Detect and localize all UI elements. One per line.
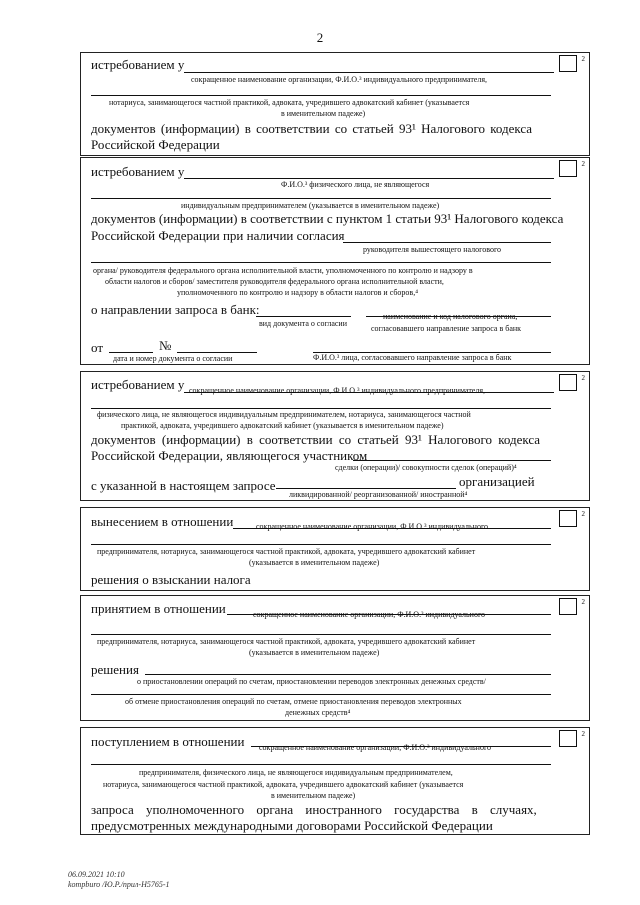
body-text: Российской Федерации bbox=[91, 137, 220, 152]
checkbox[interactable] bbox=[559, 160, 577, 177]
hint-text: (указывается в именительном падеже) bbox=[249, 648, 380, 657]
fill-line bbox=[256, 316, 351, 317]
section-1 bbox=[80, 52, 590, 156]
body-text: запроса уполномоченного органа иностранного государства в случаях, bbox=[91, 802, 537, 817]
hint-text: вид документа о согласии bbox=[259, 319, 347, 328]
hint-text: сокращенное наименование организации, Ф.И.О.³ индивидуального bbox=[253, 610, 486, 619]
body-text: документов (информации) в соответствии со статьей 93¹ Налогового кодекса bbox=[91, 432, 541, 447]
section-6 bbox=[80, 727, 590, 835]
checkbox-number: 2 bbox=[581, 374, 585, 382]
page-number: 2 bbox=[316, 30, 324, 45]
hint-text: руководителя вышестоящего налогового bbox=[363, 245, 502, 254]
hint-text: сокращенное наименование организации, Ф.И.О.³ индивидуального bbox=[256, 522, 489, 531]
hint-text: предпринимателя, нотариуса, занимающегося частной практикой, адвоката, учредившего адвокатский кабинет bbox=[97, 637, 476, 646]
label-text: истребованием у bbox=[91, 164, 185, 179]
body-text: документов (информации) в соответствии со статьей 93¹ Налогового кодекса bbox=[91, 121, 533, 136]
section-2 bbox=[80, 157, 590, 365]
hint-text: практикой, адвоката, учредившего адвокатский кабинет (указывается в именительном падеже) bbox=[121, 421, 444, 430]
fill-line bbox=[91, 634, 551, 635]
hint-text: сделки (операции)/ совокупности сделок (операций)⁴ bbox=[335, 463, 517, 472]
checkbox-number: 2 bbox=[581, 160, 585, 168]
hint-text: согласовавшего направление запроса в банк bbox=[371, 324, 522, 333]
label-text: истребованием у bbox=[91, 57, 185, 72]
hint-text: в именительном падеже) bbox=[271, 791, 356, 800]
body-text: решения bbox=[91, 662, 139, 677]
fill-line bbox=[91, 262, 551, 263]
fill-line bbox=[91, 764, 551, 765]
section-5 bbox=[80, 595, 590, 721]
label-text: принятием в отношении bbox=[91, 601, 226, 616]
hint-text: области налогов и сборов/ заместителя руководителя федерального органа исполнительной власти, bbox=[105, 277, 444, 286]
fill-line bbox=[91, 544, 551, 545]
hint-text: органа/ руководителя федерального органа исполнительной власти, уполномоченного по контролю и надзору в bbox=[93, 266, 473, 275]
section-3 bbox=[80, 371, 590, 501]
hint-text: физического лица, не являющегося индивидуальным предпринимателем, нотариуса, занимающегося частной bbox=[97, 410, 471, 419]
fill-line bbox=[177, 352, 257, 353]
label-text: истребованием у bbox=[91, 377, 185, 392]
hint-text: Ф.И.О.³ физического лица, не являющегося bbox=[281, 180, 430, 189]
fill-line bbox=[91, 694, 551, 695]
body-text: решения о взыскании налога bbox=[91, 572, 251, 587]
body-text: Российской Федерации при наличии согласия bbox=[91, 228, 345, 243]
checkbox[interactable] bbox=[559, 598, 577, 615]
fill-line bbox=[343, 242, 551, 243]
label-text: поступлением в отношении bbox=[91, 734, 245, 749]
body-text: Российской Федерации, являющегося участником bbox=[91, 448, 368, 463]
hint-text: уполномоченного по контролю и надзору в области налогов и сборов,⁴ bbox=[177, 288, 418, 297]
checkbox-number: 2 bbox=[581, 598, 585, 606]
label-text: вынесением в отношении bbox=[91, 514, 234, 529]
hint-text: сокращенное наименование организации, Ф.И.О.³ индивидуального предпринимателя, bbox=[191, 75, 488, 84]
checkbox[interactable] bbox=[559, 55, 577, 72]
fill-line bbox=[184, 178, 554, 179]
hint-text: в именительном падеже) bbox=[281, 109, 366, 118]
hint-text: ликвидированной/ реорганизованной/ иностранной⁴ bbox=[289, 490, 468, 499]
fill-line bbox=[91, 408, 551, 409]
hint-text: об отмене приостановления операций по счетам, отмене приостановления переводов электронных bbox=[125, 697, 462, 706]
body-text: о направлении запроса в банк: bbox=[91, 302, 260, 317]
hint-text: нотариуса, занимающегося частной практикой, адвоката, учредившего адвокатский кабинет (указывается bbox=[109, 98, 470, 107]
checkbox-number: 2 bbox=[581, 510, 585, 518]
hint-text: (указывается в именительном падеже) bbox=[249, 558, 380, 567]
section-4 bbox=[80, 507, 590, 591]
fill-line bbox=[109, 352, 153, 353]
hint-text: наименование и код налогового органа, bbox=[383, 312, 518, 321]
fill-line bbox=[145, 674, 551, 675]
body-text: № bbox=[159, 338, 172, 353]
body-text: от bbox=[91, 340, 104, 355]
body-text: организацией bbox=[459, 474, 535, 489]
hint-text: о приостановлении операций по счетам, приостановлении переводов электронных денежных средств/ bbox=[137, 677, 486, 686]
checkbox-number: 2 bbox=[581, 730, 585, 738]
hint-text: денежных средств⁴ bbox=[285, 708, 351, 717]
hint-text: нотариуса, занимающегося частной практикой, адвоката, учредившего адвокатский кабинет (указывается bbox=[103, 780, 464, 789]
hint-text: индивидуальным предпринимателем (указывается в именительном падеже) bbox=[181, 201, 440, 210]
hint-text: предпринимателя, нотариуса, занимающегося частной практикой, адвоката, учредившего адвокатский кабинет bbox=[97, 547, 476, 556]
body-text: с указанной в настоящем запросе bbox=[91, 478, 276, 493]
fill-line bbox=[353, 460, 551, 461]
fill-line bbox=[184, 72, 554, 73]
hint-text: Ф.И.О.³ лица, согласовавшего направление запроса в банк bbox=[313, 353, 512, 362]
checkbox[interactable] bbox=[559, 510, 577, 527]
fill-line bbox=[91, 95, 551, 96]
checkbox[interactable] bbox=[559, 730, 577, 747]
hint-text: дата и номер документа о согласии bbox=[113, 354, 233, 363]
footer-source: kompburo /Ю.Р./прил-Н5765-1 bbox=[68, 880, 170, 889]
fill-line bbox=[276, 488, 456, 489]
hint-text: сокращенное наименование организации, Ф.И.О.³ индивидуального bbox=[259, 743, 492, 752]
checkbox[interactable] bbox=[559, 374, 577, 391]
footer-date: 06.09.2021 10:10 bbox=[68, 870, 125, 879]
fill-line bbox=[91, 198, 551, 199]
body-text: предусмотренных международными договорами Российской Федерации bbox=[91, 818, 493, 833]
hint-text: сокращенное наименование организации, Ф.И.О.³ индивидуального предпринимателя, bbox=[189, 386, 486, 395]
body-text: документов (информации) в соответствии с пунктом 1 статьи 93¹ Налогового кодекса bbox=[91, 211, 564, 226]
hint-text: предпринимателя, физического лица, не являющегося индивидуальным предпринимателем, bbox=[139, 768, 453, 777]
checkbox-number: 2 bbox=[581, 55, 585, 63]
